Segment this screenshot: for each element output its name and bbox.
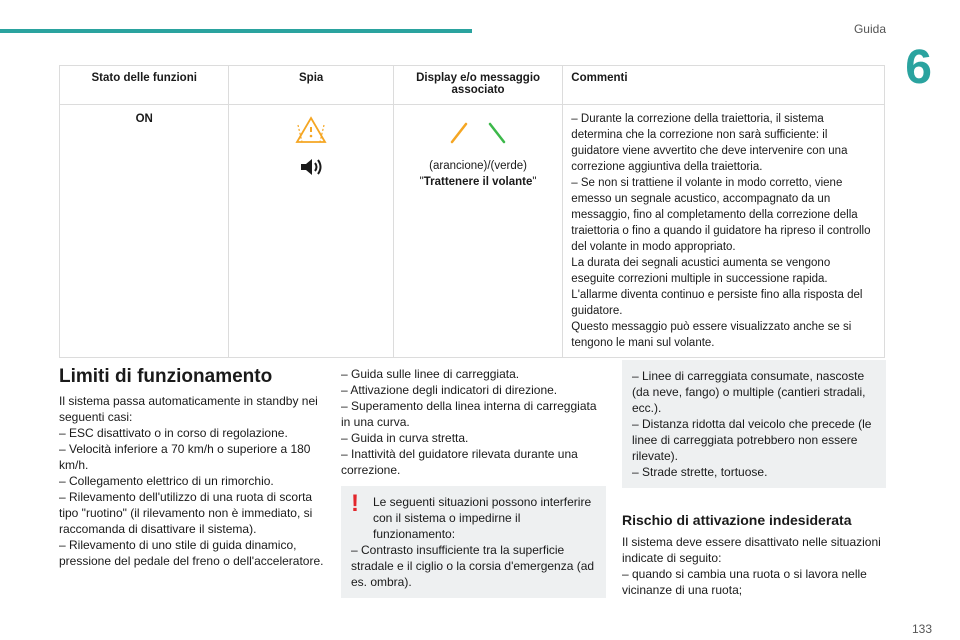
comment-3: La durata dei segnali acustici aumenta se vengono eseguite correzioni multiple in successione rapida. <box>571 257 831 285</box>
risk-intro: Il sistema deve essere disattivato nelle situazioni indicate di seguito: <box>622 535 881 565</box>
page-number: 133 <box>911 622 932 636</box>
header-accent-bar <box>0 29 472 33</box>
comment-4: L'allarme diventa continuo e persiste fino alla risposta del guidatore. <box>571 289 863 317</box>
limits-column-2 <box>341 366 606 598</box>
list-item: – ESC disattivato o in corso di regolazione. <box>59 426 288 440</box>
comment-2: – Se non si trattiene il volante in modo corretto, viene emesso un segnale acustico, accompagnato da un messaggio, fino al completamento della correzione della traiettoria o fino a quando il guidatore ha ripreso il controllo del volante in modo appropriato. <box>571 177 871 253</box>
chapter-number: 6 <box>905 41 932 94</box>
comment-5: Questo messaggio può essere visualizzato anche se si tengono le mani sul volante. <box>571 321 852 349</box>
list-item: – Guida sulle linee di carreggiata. <box>341 367 520 381</box>
display-message-text: Trattenere il volante <box>423 176 533 188</box>
header-state: Stato delle funzioni <box>60 66 229 105</box>
display-color-caption: (arancione)/(verde) <box>429 160 527 172</box>
header-comments: Commenti <box>563 66 885 105</box>
warning-exclamation-icon: ! <box>351 490 359 517</box>
lane-keep-warning-icon <box>237 115 384 150</box>
warning-box <box>341 486 606 598</box>
list-item: – Rilevamento di uno stile di guida dinamico, pressione del pedale del freno o dell'acceleratore. <box>59 538 324 568</box>
display-cell <box>393 105 562 358</box>
list-item: – Distanza ridotta dal veicolo che precede (le linee di carreggiata potrebbero non essere rilevate). <box>632 417 872 463</box>
function-status-table <box>59 65 885 358</box>
warning-intro: Le seguenti situazioni possono interferire con il sistema o impedirne il funzionamento: <box>373 495 592 541</box>
table-row <box>60 105 885 358</box>
list-item: – Attivazione degli indicatori di direzione. <box>341 383 558 397</box>
limits-title: Limiti di funzionamento <box>59 366 273 387</box>
warning-item: – Contrasto insufficiente tra la superficie stradale e il ciglio o la corsia d'emergenza (ad es. ombra). <box>351 543 595 589</box>
list-item: – Linee di carreggiata consumate, nascoste (da neve, fango) o multiple (cantieri stradali, ecc.). <box>632 369 866 415</box>
list-item: – Guida in curva stretta. <box>341 431 469 445</box>
steering-line-orange-icon <box>449 121 469 150</box>
steering-line-green-icon <box>487 121 507 150</box>
state-on: ON <box>60 105 229 358</box>
sound-alert-icon <box>237 156 384 183</box>
limits-column-1 <box>59 393 324 569</box>
display-message: "Trattenere il volante" <box>419 176 537 188</box>
light-cell <box>229 105 393 358</box>
conditions-box <box>622 360 886 488</box>
comment-1: – Durante la correzione della traiettoria, il sistema determina che la correzione non sarà sufficiente: il guidatore viene avvertito che deve intervenire con una correzione aggiuntiva della traiettoria. <box>571 113 848 173</box>
comments-cell <box>563 105 885 358</box>
risk-title: Rischio di attivazione indesiderata <box>622 512 852 528</box>
header-light: Spia <box>229 66 393 105</box>
list-item: – quando si cambia una ruota o si lavora nelle vicinanze di una ruota; <box>622 567 867 597</box>
list-item: – Rilevamento dell'utilizzo di una ruota di scorta tipo "ruotino" (il rilevamento non è immediato, si raccomanda di disattivare il sistema). <box>59 490 313 536</box>
list-item: – Inattività del guidatore rilevata durante una correzione. <box>341 447 578 477</box>
list-item: – Strade strette, tortuose. <box>632 465 768 479</box>
list-item: – Superamento della linea interna di carreggiata in una curva. <box>341 399 597 429</box>
header-display: Display e/o messaggio associato <box>393 66 562 105</box>
list-item: – Velocità inferiore a 70 km/h o superiore a 180 km/h. <box>59 442 311 472</box>
section-name: Guida <box>853 22 886 36</box>
table-header-row <box>60 66 885 105</box>
limits-intro: Il sistema passa automaticamente in standby nei seguenti casi: <box>59 394 318 424</box>
list-item: – Collegamento elettrico di un rimorchio. <box>59 474 274 488</box>
limits-column-3 <box>622 360 886 598</box>
